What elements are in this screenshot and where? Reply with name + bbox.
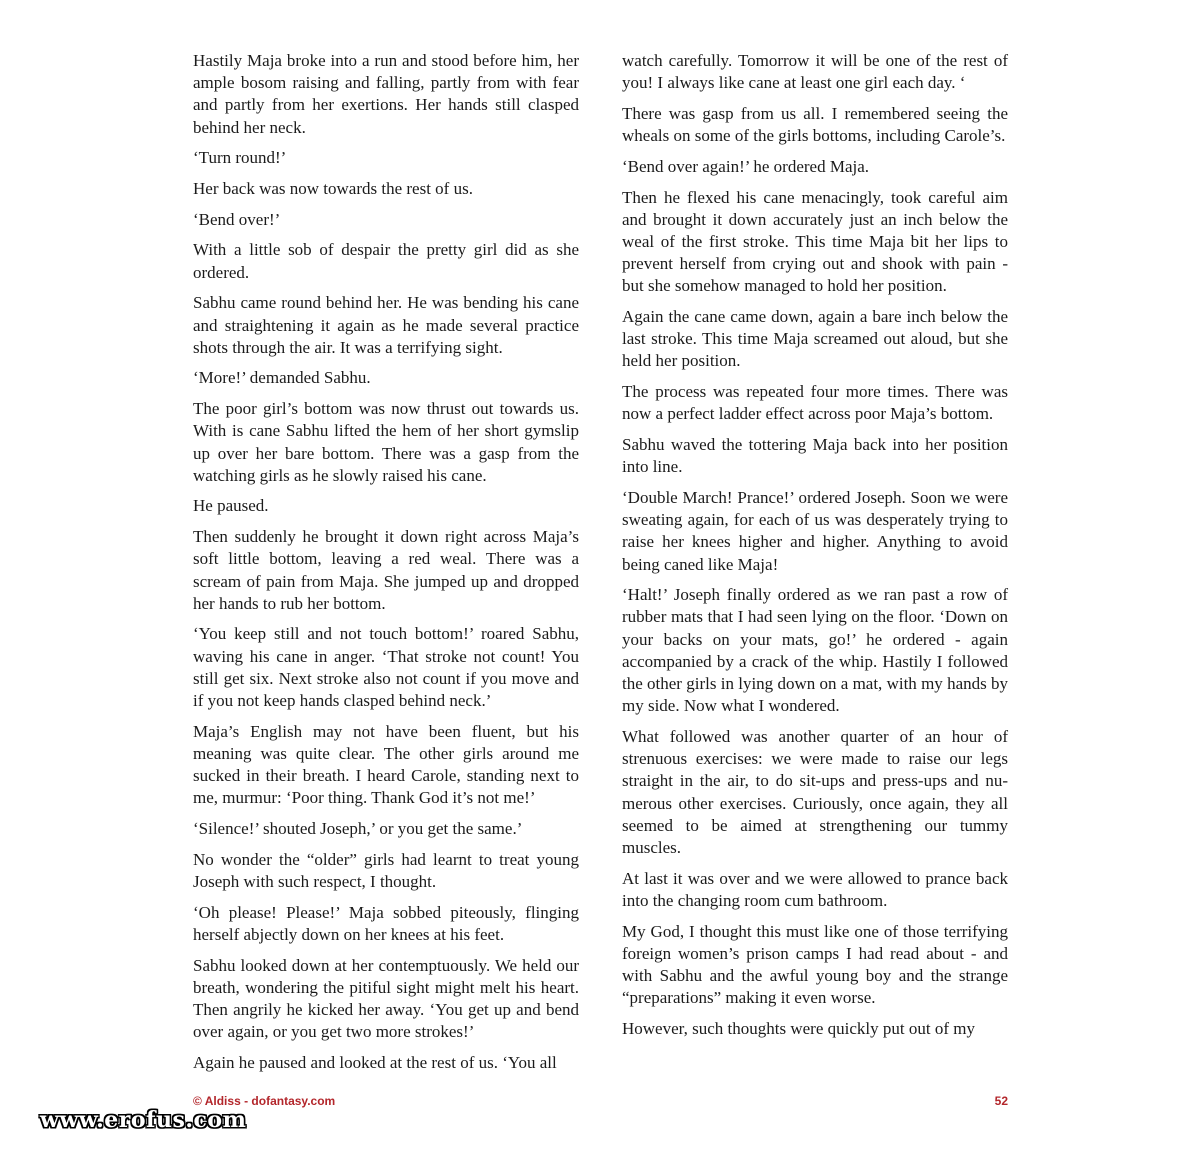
paragraph: Sabhu waved the tottering Maja back into her position into line. <box>622 435 1008 477</box>
paragraph: Then he flexed his cane menacingly, took careful aim and brought it down accurately just an inch below the weal of the first stroke. This time Maja bit her lips to prevent herself from crying out and shook with pain - but she somehow managed to hold her position. <box>622 187 1008 296</box>
paragraph: The process was repeated four more times. There was now a perfect ladder effect across poor Maja’s bottom. <box>622 382 1008 424</box>
paragraph: Sabhu looked down at her contemptuously. We held our breath, wondering the pitiful sight might melt his heart. Then angrily he kicked her away. ‘You get up and bend over again, or you get two more strokes!’ <box>193 955 579 1042</box>
paragraph: My God, I thought this must like one of those terrifying foreign women’s prison camps I had read about - and with Sabhu and the awful young boy and the strange “preparations” making it even worse. <box>622 921 1008 1008</box>
left-column <box>193 50 579 1083</box>
paragraph: ‘Oh please! Please!’ Maja sobbed piteously, flinging herself abjectly down on her knees at his feet. <box>193 902 579 944</box>
paragraph: ‘Halt!’ Joseph finally ordered as we ran past a row of rubber mats that I had seen lying on the floor. ‘Down on your backs on your mats, go!’ he ordered - again accompanied by a crack of the whip. Hastily I followed the other girls in lying down on a mat, with my hands by my side. Now what I wondered. <box>622 585 1008 716</box>
paragraph: He paused. <box>193 496 269 516</box>
paragraph: ‘More!’ demanded Sabhu. <box>193 368 371 388</box>
paragraph: Again he paused and looked at the rest of us. ‘You all <box>193 1052 557 1072</box>
paragraph: Then suddenly he brought it down right across Maja’s soft little bottom, leaving a red weal. There was a scream of pain from Maja. She jumped up and dropped her hands to rub her bottom. <box>193 527 579 613</box>
paragraph: ‘You keep still and not touch bottom!’ roared Sabhu, waving his cane in anger. ‘That stroke not count! You still get six. Next stroke also not count if you move and if you not keep hands clasped behind neck.’ <box>193 624 579 711</box>
paragraph: What followed was another quarter of an hour of strenuous exercises: we were made to raise our legs straight in the air, to do sit-ups and press-ups and numerous other exercises. Curiously, once again, they all seemed to be aimed at strengthening our tummy muscles. <box>622 726 1008 857</box>
paragraph: Again the cane came down, again a bare inch below the last stroke. This time Maja screamed out aloud, but she held her position. <box>622 307 1008 371</box>
paragraph: Hastily Maja broke into a run and stood before him, her ample bosom raising and falling, partly from with fear and partly from her exertions. Her hands still clasped behind her neck. <box>193 51 579 137</box>
paragraph: The poor girl’s bottom was now thrust out towards us. With is cane Sabhu lifted the hem of her short gymslip up over her bare bottom. There was a gasp from the watching girls as he slowly raised his cane. <box>193 399 579 485</box>
paragraph: ‘Bend over again!’ he ordered Maja. <box>622 156 870 176</box>
paragraph: Her back was now towards the rest of us. <box>193 179 473 199</box>
paragraph: There was gasp from us all. I remembered seeing the wheals on some of the girls bottoms, including Carole’s. <box>622 103 1008 146</box>
paragraph: Maja’s English may not have been fluent, but his meaning was quite clear. The other girls around me sucked in their breath. I heard Carole, standing next to me, murmur: ‘Poor thing. Thank God it’s not me!’ <box>193 721 579 808</box>
watermark: www.erofus.com <box>40 1107 247 1133</box>
paragraph: ‘Turn round!’ <box>193 148 287 168</box>
page-number: 52 <box>994 1094 1008 1108</box>
paragraph: With a little sob of despair the pretty girl did as she ordered. <box>193 240 579 282</box>
paragraph: However, such thoughts were quickly put out of my <box>622 1018 975 1038</box>
paragraph: At last it was over and we were allowed to prance back into the changing room cum bathroom. <box>622 868 1008 910</box>
paragraph: Sabhu came round behind her. He was bending his cane and straightening it again as he made several practice shots through the air. It was a terrifying sight. <box>193 293 579 357</box>
paragraph: ‘Bend over!’ <box>193 209 281 229</box>
footer-credit: © Aldiss - dofantasy.com <box>193 1094 336 1108</box>
paragraph: ‘Silence!’ shouted Joseph,’ or you get the same.’ <box>193 819 523 839</box>
paragraph: No wonder the “older” girls had learnt to treat young Joseph with such respect, I thought. <box>193 849 579 891</box>
right-column <box>622 50 1008 1049</box>
paragraph: ‘Double March! Prance!’ ordered Joseph. Soon we were sweating again, for each of us was desperately trying to raise her knees higher and higher. Anything to avoid being caned like Maja! <box>622 487 1008 574</box>
paragraph: watch carefully. Tomorrow it will be one of the rest of you! I always like cane at least one girl each day. ‘ <box>622 51 1008 93</box>
